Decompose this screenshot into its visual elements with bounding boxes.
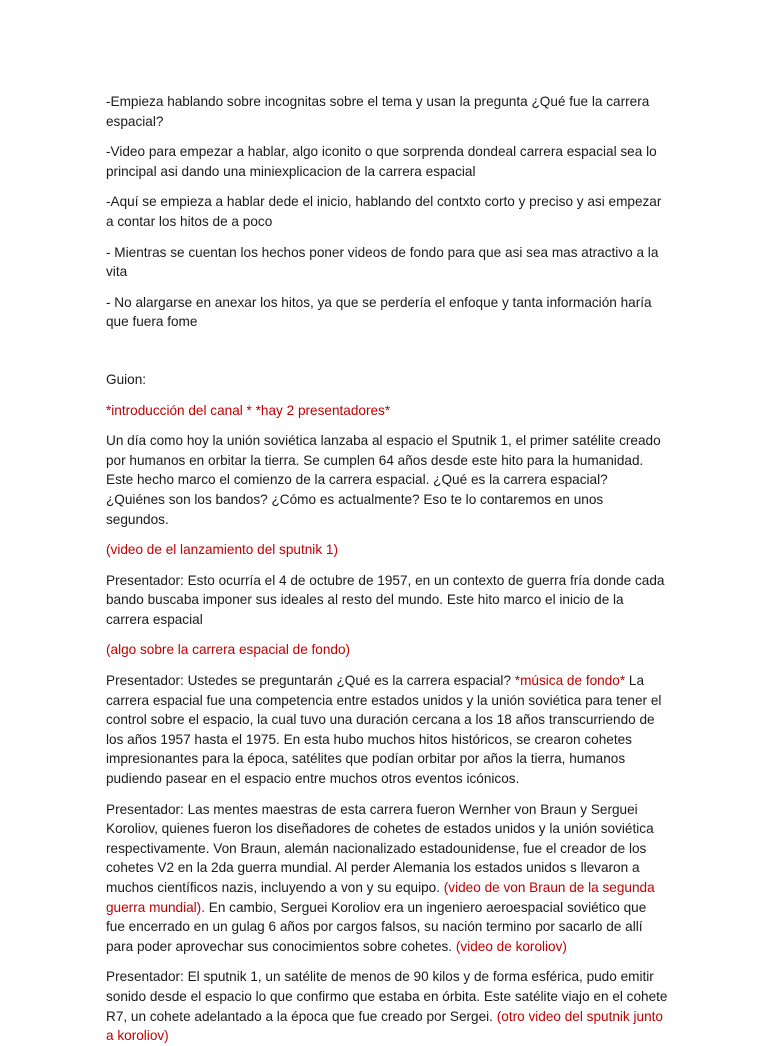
- stage-note-koroliov: (video de koroliov): [455, 938, 567, 954]
- stage-note-background: (algo sobre la carrera espacial de fondo): [106, 642, 351, 658]
- p4-text-a: Presentador: Las mentes maestras de esta carrera fueron Wernher von Braun y Serguei Koroliov, quienes fueron los diseñadores de cohetes de estados unidos y la unión soviética respectivamente. Von Braun, alemán nacionalizado estadounidense, fue el creador de los cohetes V2 en la 2da guerra mundial. Al perder Alemania los estados unidos s llevaron a muchos científicos nazis, incluyendo a von y su equipo.: [106, 801, 654, 895]
- note-line-3: -Aquí se empieza a hablar dede el inicio, hablando del contxto corto y preciso y asi empezar a contar los hitos de a poco: [106, 194, 662, 229]
- p3-text-a: Presentador: Ustedes se preguntarán ¿Qué es la carrera espacial?: [106, 673, 515, 689]
- p4-text-b: En cambio, Serguei Koroliov era un ingeniero aeroespacial soviético que fue encerrado en un gulag 6 años por cargos falsos, su nación termino por sacarlo de allí para poder aprovechar sus conocimientos sobre cohetes.: [106, 899, 647, 954]
- p5-text-a: Presentador: El sputnik 1, un satélite de menos de 90 kilos y de forma esférica, pudo emitir sonido desde el espacio lo que confirmo que estaba en órbita. Este satélite viajo en el cohete R7, un cohete adelantado a la época que fue creado por Sergei.: [106, 969, 668, 1024]
- spacer: [106, 343, 668, 370]
- note-line-1: -Empieza hablando sobre incognitas sobre el tema y usan la pregunta ¿Qué fue la carrera espacial?: [106, 94, 650, 129]
- stage-note-von-braun: (video de von Braun de la segunda guerra mundial).: [106, 880, 655, 915]
- p3-text-b: La carrera espacial fue una competencia entre estados unidos y la unión soviética para tener el control sobre el espacio, la cual tuvo una duración cercana a los 18 años transcurriendo de los años 1957 hasta el 1975. En esta hubo muchos hitos históricos, se crearon cohetes impresionantes para la época, satélites que podían orbitar por años la tierra, humanos pudiendo pasear en el espacio entre muchos otros eventos icónicos.: [106, 673, 662, 787]
- script-paragraph-1: Un día como hoy la unión soviética lanzaba al espacio el Sputnik 1, el primer satélite creado por humanos en orbitar la tierra. Se cumplen 64 años desde este hito para la humanidad. Este hecho marco el comienzo de la carrera espacial. ¿Qué es la carrera espacial? ¿Quiénes son los bandos? ¿Cómo es actualmente? Eso te lo contaremos en unos segundos.: [106, 433, 661, 527]
- stage-note-music: *música de fondo*: [514, 673, 626, 689]
- script-paragraph-4: [106, 800, 668, 957]
- script-heading: Guion:: [106, 371, 147, 387]
- note-line-2: -Video para empezar a hablar, algo iconito o que sorprenda dondeal carrera espacial sea lo principal asi dando una miniexplicacion de la carrera espacial: [106, 144, 657, 179]
- script-paragraph-5: [106, 967, 668, 1045]
- intro-stage-note: *introducción del canal * *hay 2 presentadores*: [106, 402, 391, 418]
- script-paragraph-3: [106, 671, 668, 789]
- note-line-5: - No alargarse en anexar los hitos, ya que se perdería el enfoque y tanta información haría que fuera fome: [106, 294, 652, 330]
- note-line-4: - Mientras se cuentan los hechos poner videos de fondo para que asi sea mas atractivo a la vita: [106, 244, 659, 280]
- script-paragraph-2: Presentador: Esto ocurría el 4 de octubre de 1957, en un contexto de guerra fría donde cada bando buscaba imponer sus ideales al resto del mundo. Este hito marco el inicio de la carrera espacial: [106, 572, 665, 627]
- stage-note-sputnik-koroliov: (otro video del sputnik junto a koroliov): [106, 1008, 663, 1044]
- stage-note-sputnik-launch: (video de el lanzamiento del sputnik 1): [106, 542, 338, 558]
